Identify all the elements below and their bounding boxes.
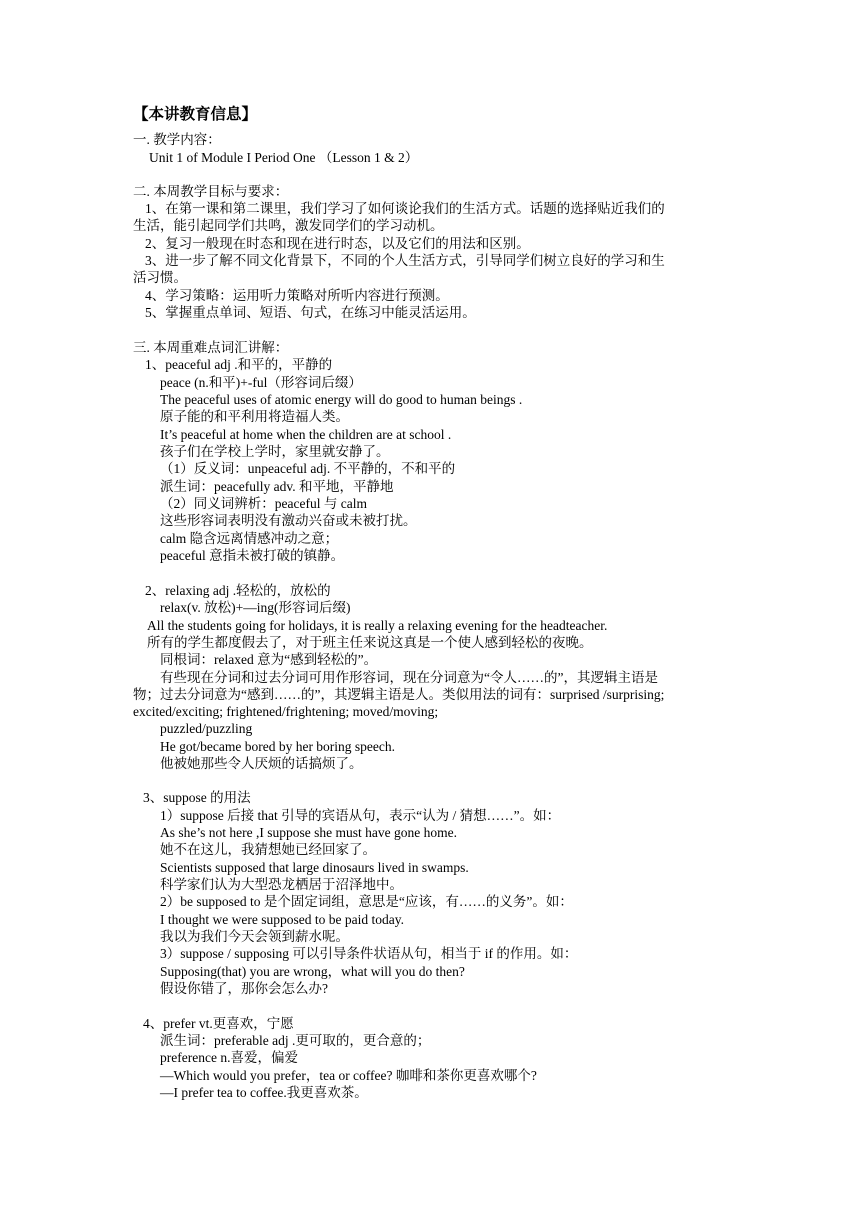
section-3-heading: 三. 本周重难点词汇讲解： <box>133 340 289 355</box>
goal-2: 2、复习一般现在时态和现在进行时态，以及它们的用法和区别。 <box>145 236 530 251</box>
word-2-line: He got/became bored by her boring speech. <box>160 739 396 754</box>
word-2-line: 同根词：relaxed 意为“感到轻松的”。 <box>160 652 378 667</box>
word-4-line: —Which would you prefer，tea or coffee? 咖啡和茶你更喜欢哪个? <box>160 1068 537 1083</box>
word-1-line: peaceful 意指未被打破的镇静。 <box>160 548 345 563</box>
section-2-heading: 二. 本周教学目标与要求： <box>133 184 289 199</box>
goal-3-line-1: 3、进一步了解不同文化背景下，不同的个人生活方式，引导同学们树立良好的学习和生 <box>145 253 665 268</box>
word-1-line: calm 隐含远离情感冲动之意； <box>160 531 339 546</box>
document-title: 【本讲教育信息】 <box>133 106 258 123</box>
word-2-line: 他被她那些令人厌烦的话搞烦了。 <box>160 756 363 771</box>
word-3-line: I thought we were supposed to be paid today. <box>160 912 404 927</box>
word-4-line: —I prefer tea to coffee.我更喜欢茶。 <box>160 1085 368 1100</box>
section-1-content: Unit 1 of Module I Period One （Lesson 1 & 2） <box>149 150 419 165</box>
goal-4: 4、学习策略：运用听力策略对所听内容进行预测。 <box>145 288 449 303</box>
word-3-heading: 3、suppose 的用法 <box>143 790 251 805</box>
word-1-line: （1）反义词：unpeaceful adj. 不平静的，不和平的 <box>160 461 456 476</box>
word-3-line: 2）be supposed to 是个固定词组，意思是“应该，有……的义务”。如： <box>160 894 573 909</box>
word-3-line: 科学家们认为大型恐龙栖居于沼泽地中。 <box>160 877 403 892</box>
word-3-line: 她不在这儿，我猜想她已经回家了。 <box>160 842 376 857</box>
word-1-line: peace (n.和平)+-ful（形容词后缀） <box>160 375 362 390</box>
goal-5: 5、掌握重点单词、短语、句式，在练习中能灵活运用。 <box>145 305 476 320</box>
word-2-line: 所有的学生都度假去了，对于班主任来说这真是一个使人感到轻松的夜晚。 <box>147 635 593 650</box>
word-1-line: 派生词：peacefully adv. 和平地，平静地 <box>160 479 394 494</box>
word-3-line: As she’s not here ,I suppose she must have gone home. <box>160 825 457 840</box>
section-1-heading: 一. 教学内容： <box>133 132 221 147</box>
word-3-line: 我以为我们今天会领到薪水呢。 <box>160 929 349 944</box>
goal-3-line-2: 活习惯。 <box>133 270 187 285</box>
word-1-line: 原子能的和平利用将造福人类。 <box>160 409 349 424</box>
word-1-line: 孩子们在学校上学时，家里就安静了。 <box>160 444 390 459</box>
word-1-heading: 1、peaceful adj .和平的，平静的 <box>145 357 333 372</box>
word-3-line: 3）suppose / supposing 可以引导条件状语从句，相当于 if 的作用。如： <box>160 946 578 961</box>
word-1-line: （2）同义词辨析：peaceful 与 calm <box>160 496 367 511</box>
word-3-line: Scientists supposed that large dinosaurs lived in swamps. <box>160 860 469 875</box>
word-3-line: 1）suppose 后接 that 引导的宾语从句，表示“认为 / 猜想……”。如： <box>160 808 561 823</box>
word-2-line: relax(v. 放松)+—ing(形容词后缀) <box>160 600 351 615</box>
word-2-line: 物；过去分词意为“感到……的”，其逻辑主语是人。类似用法的词有：surprised /surprising; <box>133 687 665 702</box>
goal-1-line-2: 生活，能引起同学们共鸣，激发同学们的学习动机。 <box>133 218 444 233</box>
word-1-line: It’s peaceful at home when the children are at school . <box>160 427 452 442</box>
word-4-heading: 4、prefer vt.更喜欢，宁愿 <box>143 1016 294 1031</box>
word-4-line: preference n.喜爱，偏爱 <box>160 1050 298 1065</box>
goal-1-line-1: 1、在第一课和第二课里，我们学习了如何谈论我们的生活方式。话题的选择贴近我们的 <box>145 201 665 216</box>
word-4-line: 派生词：preferable adj .更可取的，更合意的； <box>160 1033 431 1048</box>
word-2-heading: 2、relaxing adj .轻松的，放松的 <box>145 583 331 598</box>
word-2-line: All the students going for holidays, it is really a relaxing evening for the headteacher. <box>147 618 608 633</box>
word-1-line: The peaceful uses of atomic energy will do good to human beings . <box>160 392 523 407</box>
word-2-line: excited/exciting; frightened/frightening; moved/moving; <box>133 704 439 719</box>
word-3-line: Supposing(that) you are wrong，what will you do then? <box>160 964 465 979</box>
word-2-line: 有些现在分词和过去分词可用作形容词，现在分词意为“令人……的”，其逻辑主语是 <box>160 670 658 685</box>
word-1-line: 这些形容词表明没有激动兴奋或未被打扰。 <box>160 513 417 528</box>
word-2-line: puzzled/puzzling <box>160 721 253 736</box>
word-3-line: 假设你错了，那你会怎么办? <box>160 981 328 996</box>
